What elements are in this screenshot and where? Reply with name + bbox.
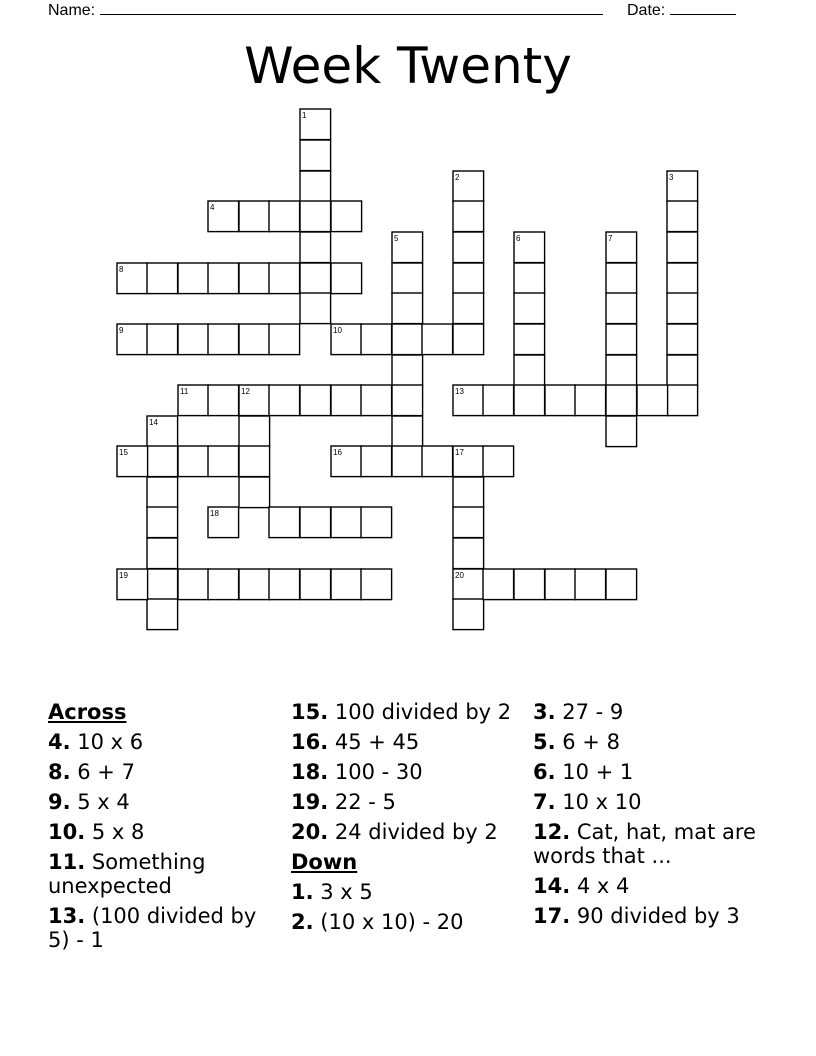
grid-cell[interactable] xyxy=(392,416,423,447)
clue-down-6: 6. 10 + 1 xyxy=(533,760,634,784)
grid-cell[interactable] xyxy=(239,446,270,477)
cell-number: 12 xyxy=(241,387,250,396)
grid-cell[interactable] xyxy=(514,355,545,386)
grid-cell[interactable] xyxy=(300,569,331,600)
grid-cell[interactable] xyxy=(178,446,209,477)
grid-cell[interactable] xyxy=(392,355,423,386)
grid-cell[interactable] xyxy=(331,263,362,294)
grid-cell[interactable] xyxy=(300,385,331,416)
grid-cell[interactable] xyxy=(239,477,270,508)
grid-cell[interactable] xyxy=(147,507,178,538)
grid-cell[interactable] xyxy=(239,324,270,355)
grid-cell[interactable] xyxy=(667,263,698,294)
grid-cell[interactable] xyxy=(269,385,300,416)
grid-cell[interactable] xyxy=(575,569,606,600)
grid-cell[interactable] xyxy=(331,569,362,600)
grid-cell[interactable] xyxy=(514,293,545,324)
grid-cell[interactable] xyxy=(667,201,698,232)
cell-number: 4 xyxy=(210,203,215,212)
grid-cell[interactable] xyxy=(667,385,698,416)
grid-cell[interactable] xyxy=(453,324,484,355)
grid-cell[interactable] xyxy=(392,263,423,294)
grid-cell[interactable] xyxy=(453,263,484,294)
grid-cell[interactable] xyxy=(422,446,453,477)
grid-cell[interactable] xyxy=(422,324,453,355)
cell-number: 11 xyxy=(180,387,189,396)
grid-cell[interactable] xyxy=(300,201,331,232)
grid-cell[interactable] xyxy=(361,385,392,416)
grid-cell[interactable] xyxy=(514,263,545,294)
grid-cell[interactable] xyxy=(300,293,331,324)
grid-cell[interactable] xyxy=(361,569,392,600)
cell-number: 16 xyxy=(333,448,342,457)
clue-across-19: 19. 22 - 5 xyxy=(291,790,396,814)
grid-cell[interactable] xyxy=(514,324,545,355)
clue-down-3: 3. 27 - 9 xyxy=(533,700,624,724)
grid-cell[interactable] xyxy=(269,263,300,294)
grid-cell[interactable] xyxy=(606,569,637,600)
name-label: Name: xyxy=(48,2,96,19)
clue-across-9: 9. 5 x 4 xyxy=(48,790,130,814)
cell-number: 7 xyxy=(608,234,613,243)
cell-number: 5 xyxy=(394,234,399,243)
grid-cell[interactable] xyxy=(208,385,239,416)
cell-number: 19 xyxy=(119,571,128,580)
cell-number: 15 xyxy=(119,448,128,457)
grid-cell[interactable] xyxy=(208,569,239,600)
grid-cell[interactable] xyxy=(147,263,178,294)
cell-number: 10 xyxy=(333,326,342,335)
clue-across-16: 16. 45 + 45 xyxy=(291,730,420,754)
grid-cell[interactable] xyxy=(147,599,178,630)
clue-down-7: 7. 10 x 10 xyxy=(533,790,642,814)
clue-down-14: 14. 4 x 4 xyxy=(533,874,630,898)
across-heading: Across xyxy=(48,700,127,724)
clue-down-17: 17. 90 divided by 3 xyxy=(533,904,740,928)
grid-cell[interactable] xyxy=(667,293,698,324)
cell-number: 20 xyxy=(455,571,464,580)
cell-number: 6 xyxy=(516,234,521,243)
grid-cell[interactable] xyxy=(269,201,300,232)
grid-cell[interactable] xyxy=(300,263,331,294)
grid-cell[interactable] xyxy=(453,507,484,538)
grid-cell[interactable] xyxy=(361,324,392,355)
grid-cell[interactable] xyxy=(483,446,514,477)
cell-number: 9 xyxy=(119,326,124,335)
cell-number: 13 xyxy=(455,387,464,396)
cell-number: 8 xyxy=(119,265,124,274)
grid-cell[interactable] xyxy=(239,416,270,447)
cell-number: 18 xyxy=(210,509,219,518)
clue-across-15: 15. 100 divided by 2 xyxy=(291,700,512,724)
grid-cell[interactable] xyxy=(147,569,178,600)
grid-cell[interactable] xyxy=(392,293,423,324)
grid-cell[interactable] xyxy=(208,324,239,355)
grid-cell[interactable] xyxy=(606,293,637,324)
grid-cell[interactable] xyxy=(483,569,514,600)
grid-cell[interactable] xyxy=(178,324,209,355)
grid-cell[interactable] xyxy=(208,263,239,294)
grid-cell[interactable] xyxy=(514,385,545,416)
grid-cell[interactable] xyxy=(606,324,637,355)
page-title: Week Twenty xyxy=(244,37,572,95)
clue-down-1: 1. 3 x 5 xyxy=(291,880,373,904)
grid-cell[interactable] xyxy=(208,446,239,477)
grid-cell[interactable] xyxy=(331,507,362,538)
grid-cell[interactable] xyxy=(269,507,300,538)
clue-column-2 xyxy=(291,700,531,940)
grid-cell[interactable] xyxy=(269,569,300,600)
grid-cell[interactable] xyxy=(239,569,270,600)
cell-number: 17 xyxy=(455,448,464,457)
grid-cell[interactable] xyxy=(300,140,331,171)
grid-cell[interactable] xyxy=(361,446,392,477)
grid-cell[interactable] xyxy=(147,324,178,355)
grid-cell[interactable] xyxy=(453,538,484,569)
grid-cell[interactable] xyxy=(453,599,484,630)
grid-cell[interactable] xyxy=(147,538,178,569)
cell-number: 1 xyxy=(302,111,307,120)
grid-cell[interactable] xyxy=(300,232,331,263)
grid-cell[interactable] xyxy=(361,507,392,538)
grid-cell[interactable] xyxy=(453,201,484,232)
clue-across-10: 10. 5 x 8 xyxy=(48,820,145,844)
grid-cell[interactable] xyxy=(545,385,576,416)
grid-cell[interactable] xyxy=(300,171,331,202)
grid-cell[interactable] xyxy=(392,446,423,477)
clue-across-4: 4. 10 x 6 xyxy=(48,730,144,754)
grid-cell[interactable] xyxy=(453,232,484,263)
grid-cell[interactable] xyxy=(637,385,668,416)
grid-cell[interactable] xyxy=(667,324,698,355)
down-heading: Down xyxy=(291,850,358,874)
date-label: Date: xyxy=(627,2,666,19)
clue-down-12: 12. Cat, hat, mat are words that ... xyxy=(533,820,756,868)
grid-cell[interactable] xyxy=(147,477,178,508)
cell-number: 3 xyxy=(669,173,674,182)
clue-across-13: 13. (100 divided by 5) - 1 xyxy=(48,904,257,952)
grid-cell[interactable] xyxy=(483,385,514,416)
grid-cell[interactable] xyxy=(575,385,606,416)
grid-cell[interactable] xyxy=(331,201,362,232)
grid-cell[interactable] xyxy=(667,232,698,263)
grid-cell[interactable] xyxy=(392,324,423,355)
clue-across-11: 11. Something unexpected xyxy=(48,850,206,898)
grid-cell[interactable] xyxy=(239,201,270,232)
grid-cell[interactable] xyxy=(392,385,423,416)
clue-across-20: 20. 24 divided by 2 xyxy=(291,820,498,844)
clue-down-2: 2. (10 x 10) - 20 xyxy=(291,910,464,934)
grid-cell[interactable] xyxy=(514,569,545,600)
grid-cell[interactable] xyxy=(300,507,331,538)
grid-cell[interactable] xyxy=(606,355,637,386)
grid-cell[interactable] xyxy=(331,385,362,416)
clue-column-1 xyxy=(48,700,278,958)
grid-cell[interactable] xyxy=(147,446,178,477)
grid-cell[interactable] xyxy=(453,477,484,508)
clue-across-8: 8. 6 + 7 xyxy=(48,760,135,784)
grid-cell[interactable] xyxy=(269,324,300,355)
cell-number: 2 xyxy=(455,173,460,182)
grid-cell[interactable] xyxy=(606,263,637,294)
clue-across-18: 18. 100 - 30 xyxy=(291,760,423,784)
grid-cell[interactable] xyxy=(545,569,576,600)
cell-number: 14 xyxy=(149,418,158,427)
clue-column-3 xyxy=(533,700,763,934)
grid-cell[interactable] xyxy=(239,263,270,294)
grid-cell[interactable] xyxy=(667,355,698,386)
grid-cell[interactable] xyxy=(178,569,209,600)
grid-cell[interactable] xyxy=(606,416,637,447)
grid-cell[interactable] xyxy=(606,385,637,416)
grid-cell[interactable] xyxy=(453,293,484,324)
grid-cell[interactable] xyxy=(178,263,209,294)
clue-down-5: 5. 6 + 8 xyxy=(533,730,620,754)
